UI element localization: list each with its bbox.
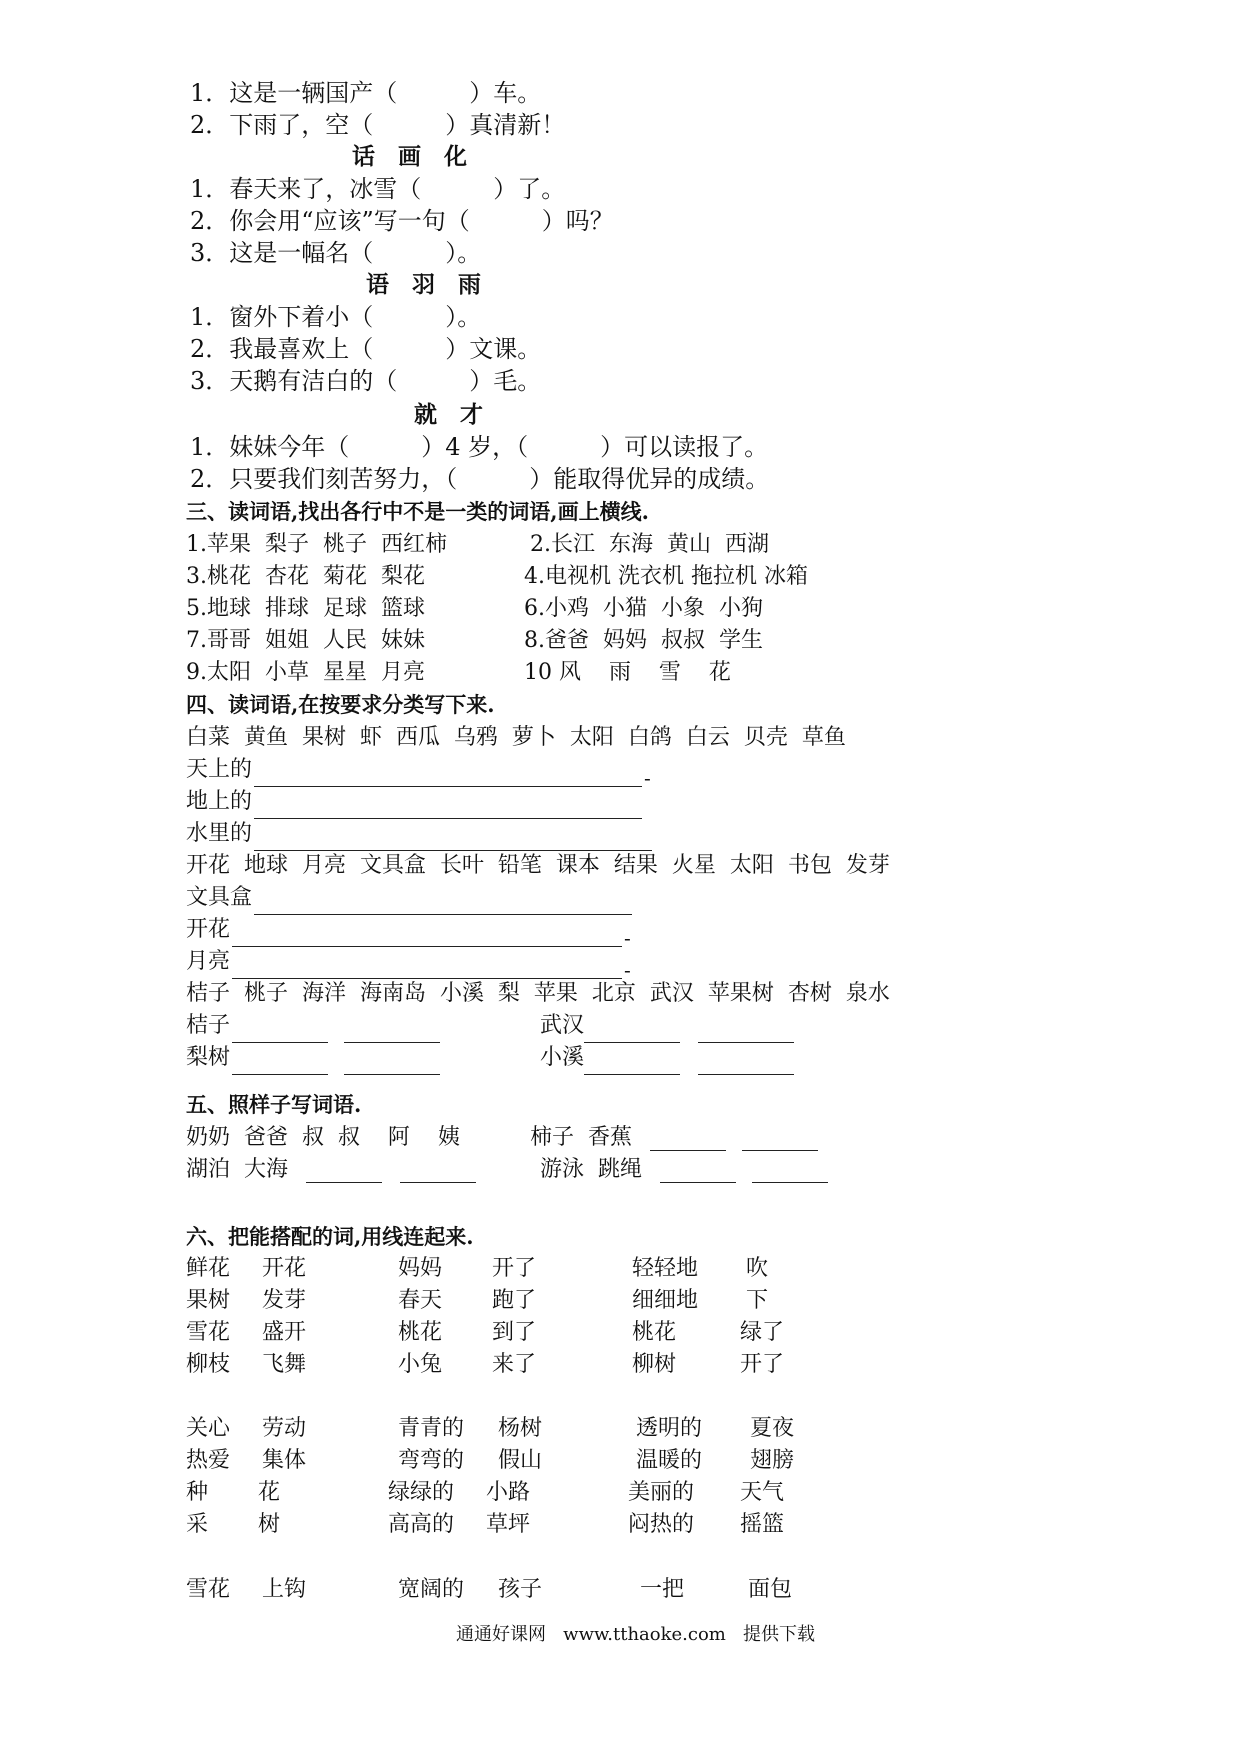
word-row: 3.桃花 杏花 菊花 梨花 (186, 564, 425, 589)
answer-line[interactable] (254, 786, 642, 787)
word-list: 白菜 黄鱼 果树 虾 西瓜 乌鸦 萝卜 太阳 白鸽 白云 贝壳 草鱼 (186, 725, 846, 750)
match-word[interactable]: 花 (258, 1480, 281, 1505)
match-word[interactable]: 小兔 (398, 1352, 443, 1377)
section-title: 六、把能搭配的词,用线连起来. (186, 1224, 474, 1249)
match-word[interactable]: 树 (258, 1512, 281, 1537)
word-group-heading: 话 画 化 (352, 143, 467, 170)
fill-blank-sentence: 2．你会用“应该”写一句（ ）吗？ (190, 207, 614, 235)
match-word[interactable]: 开了 (740, 1352, 785, 1377)
match-word[interactable]: 天气 (740, 1480, 785, 1505)
match-word[interactable]: 上钩 (262, 1577, 307, 1602)
category-label: 桔子 (186, 1013, 231, 1038)
answer-line[interactable] (306, 1182, 382, 1183)
word-list: 桔子 桃子 海洋 海南岛 小溪 梨 苹果 北京 武汉 苹果树 杏树 泉水 (186, 981, 890, 1006)
match-word[interactable]: 飞舞 (262, 1352, 307, 1377)
match-word[interactable]: 春天 (398, 1288, 443, 1313)
match-word[interactable]: 来了 (492, 1352, 537, 1377)
match-word[interactable]: 青青的 (398, 1416, 465, 1441)
section-title: 三、读词语,找出各行中不是一类的词语,画上横线. (186, 499, 649, 524)
match-word[interactable]: 绿绿的 (388, 1480, 455, 1505)
match-word[interactable]: 透明的 (636, 1416, 703, 1441)
answer-line[interactable] (232, 1074, 328, 1075)
match-word[interactable]: 妈妈 (398, 1256, 443, 1281)
dash-mark: - (624, 926, 631, 950)
word-group-heading: 就 才 (414, 401, 483, 428)
word-row: 9.太阳 小草 星星 月亮 (186, 660, 425, 685)
fill-blank-sentence: 1．春天来了，冰雪（ ）了。 (190, 175, 566, 203)
match-word[interactable]: 温暖的 (636, 1448, 703, 1473)
dash-mark: - (624, 958, 631, 982)
answer-line[interactable] (254, 818, 642, 819)
answer-line[interactable] (584, 1074, 680, 1075)
example-words: 湖泊 大海 (186, 1157, 288, 1182)
word-row: 10 风 雨 雪 花 (524, 660, 731, 685)
answer-line[interactable] (232, 946, 622, 947)
word-group-heading: 语 羽 雨 (366, 271, 481, 298)
fill-blank-sentence: 1．妹妹今年（ ）4 岁，（ ）可以读报了。 (190, 433, 769, 461)
match-word[interactable]: 草坪 (486, 1512, 531, 1537)
word-row: 8.爸爸 妈妈 叔叔 学生 (524, 628, 763, 653)
match-word[interactable]: 面包 (748, 1577, 793, 1602)
fill-blank-sentence: 3．这是一幅名（ ）。 (190, 239, 482, 267)
match-word[interactable]: 鲜花 (186, 1256, 231, 1281)
match-word[interactable]: 闷热的 (628, 1512, 695, 1537)
example-words: 游泳 跳绳 (540, 1157, 642, 1182)
match-word[interactable]: 细细地 (632, 1288, 699, 1313)
match-word[interactable]: 雪花 (186, 1320, 231, 1345)
answer-line[interactable] (344, 1074, 440, 1075)
word-row: 7.哥哥 姐姐 人民 妹妹 (186, 628, 425, 653)
word-row: 2.长江 东海 黄山 西湖 (530, 532, 769, 557)
word-list: 开花 地球 月亮 文具盒 长叶 铅笔 课本 结果 火星 太阳 书包 发芽 (186, 853, 890, 878)
match-word[interactable]: 采 (186, 1512, 209, 1537)
answer-line[interactable] (650, 1150, 726, 1151)
match-word[interactable]: 桃花 (632, 1320, 677, 1345)
match-word[interactable]: 劳动 (262, 1416, 307, 1441)
match-word[interactable]: 柳树 (632, 1352, 677, 1377)
answer-line[interactable] (400, 1182, 476, 1183)
match-word[interactable]: 摇篮 (740, 1512, 785, 1537)
match-word[interactable]: 杨树 (498, 1416, 543, 1441)
match-word[interactable]: 下 (746, 1288, 769, 1313)
match-word[interactable]: 美丽的 (628, 1480, 695, 1505)
match-word[interactable]: 轻轻地 (632, 1256, 699, 1281)
match-word[interactable]: 小路 (486, 1480, 531, 1505)
match-word[interactable]: 绿了 (740, 1320, 785, 1345)
match-word[interactable]: 孩子 (498, 1577, 543, 1602)
category-label: 地上的 (186, 789, 253, 814)
match-word[interactable]: 桃花 (398, 1320, 443, 1345)
fill-blank-sentence: 2．下雨了，空（ ）真清新！ (190, 111, 566, 139)
match-word[interactable]: 宽阔的 (398, 1577, 465, 1602)
example-words: 柿子 香蕉 (530, 1125, 632, 1150)
word-row: 5.地球 排球 足球 篮球 (186, 596, 425, 621)
category-label: 天上的 (186, 757, 253, 782)
fill-blank-sentence: 1．窗外下着小（ ）。 (190, 303, 482, 331)
answer-line[interactable] (344, 1042, 440, 1043)
match-word[interactable]: 吹 (746, 1256, 769, 1281)
answer-line[interactable] (742, 1150, 818, 1151)
match-word[interactable]: 开了 (492, 1256, 537, 1281)
category-label: 开花 (186, 917, 231, 942)
category-label: 武汉 (540, 1013, 585, 1038)
word-row: 6.小鸡 小猫 小象 小狗 (524, 596, 763, 621)
match-word[interactable]: 果树 (186, 1288, 231, 1313)
answer-line[interactable] (254, 914, 632, 915)
answer-line[interactable] (752, 1182, 828, 1183)
word-row: 4.电视机 洗衣机 拖拉机 冰箱 (524, 564, 808, 589)
answer-line[interactable] (584, 1042, 680, 1043)
match-word[interactable]: 盛开 (262, 1320, 307, 1345)
match-word[interactable]: 开花 (262, 1256, 307, 1281)
category-label: 水里的 (186, 821, 253, 846)
match-word[interactable]: 夏夜 (750, 1416, 795, 1441)
match-word[interactable]: 种 (186, 1480, 209, 1505)
match-word[interactable]: 翅膀 (750, 1448, 795, 1473)
category-label: 梨树 (186, 1045, 231, 1070)
category-label: 小溪 (540, 1045, 585, 1070)
match-word[interactable]: 弯弯的 (398, 1448, 465, 1473)
answer-line[interactable] (232, 1042, 328, 1043)
section-title: 五、照样子写词语. (186, 1092, 362, 1117)
section-title: 四、读词语,在按要求分类写下来. (186, 692, 495, 717)
match-word[interactable]: 假山 (498, 1448, 543, 1473)
match-word[interactable]: 热爱 (186, 1448, 231, 1473)
fill-blank-sentence: 2．只要我们刻苦努力，（ ）能取得优异的成绩。 (190, 465, 770, 493)
match-word[interactable]: 关心 (186, 1416, 231, 1441)
example-words: 奶奶 爸爸 叔 叔 阿 姨 (186, 1125, 460, 1150)
fill-blank-sentence: 3．天鹅有洁白的（ ）毛。 (190, 367, 542, 395)
match-word[interactable]: 集体 (262, 1448, 307, 1473)
match-word[interactable]: 柳枝 (186, 1352, 231, 1377)
match-word[interactable]: 跑了 (492, 1288, 537, 1313)
category-label: 月亮 (186, 949, 231, 974)
fill-blank-sentence: 2．我最喜欢上（ ）文课。 (190, 335, 542, 363)
word-row: 1.苹果 梨子 桃子 西红柿 (186, 532, 447, 557)
match-word[interactable]: 发芽 (262, 1288, 307, 1313)
category-label: 文具盒 (186, 885, 253, 910)
answer-line[interactable] (660, 1182, 736, 1183)
answer-line[interactable] (698, 1074, 794, 1075)
match-word[interactable]: 一把 (640, 1577, 685, 1602)
dash-mark: - (644, 766, 651, 790)
match-word[interactable]: 雪花 (186, 1577, 231, 1602)
match-word[interactable]: 高高的 (388, 1512, 455, 1537)
page-footer: 通通好课网 www.tthaoke.com 提供下载 (456, 1624, 816, 1645)
answer-line[interactable] (698, 1042, 794, 1043)
fill-blank-sentence: 1．这是一辆国产（ ）车。 (190, 79, 542, 107)
match-word[interactable]: 到了 (492, 1320, 537, 1345)
